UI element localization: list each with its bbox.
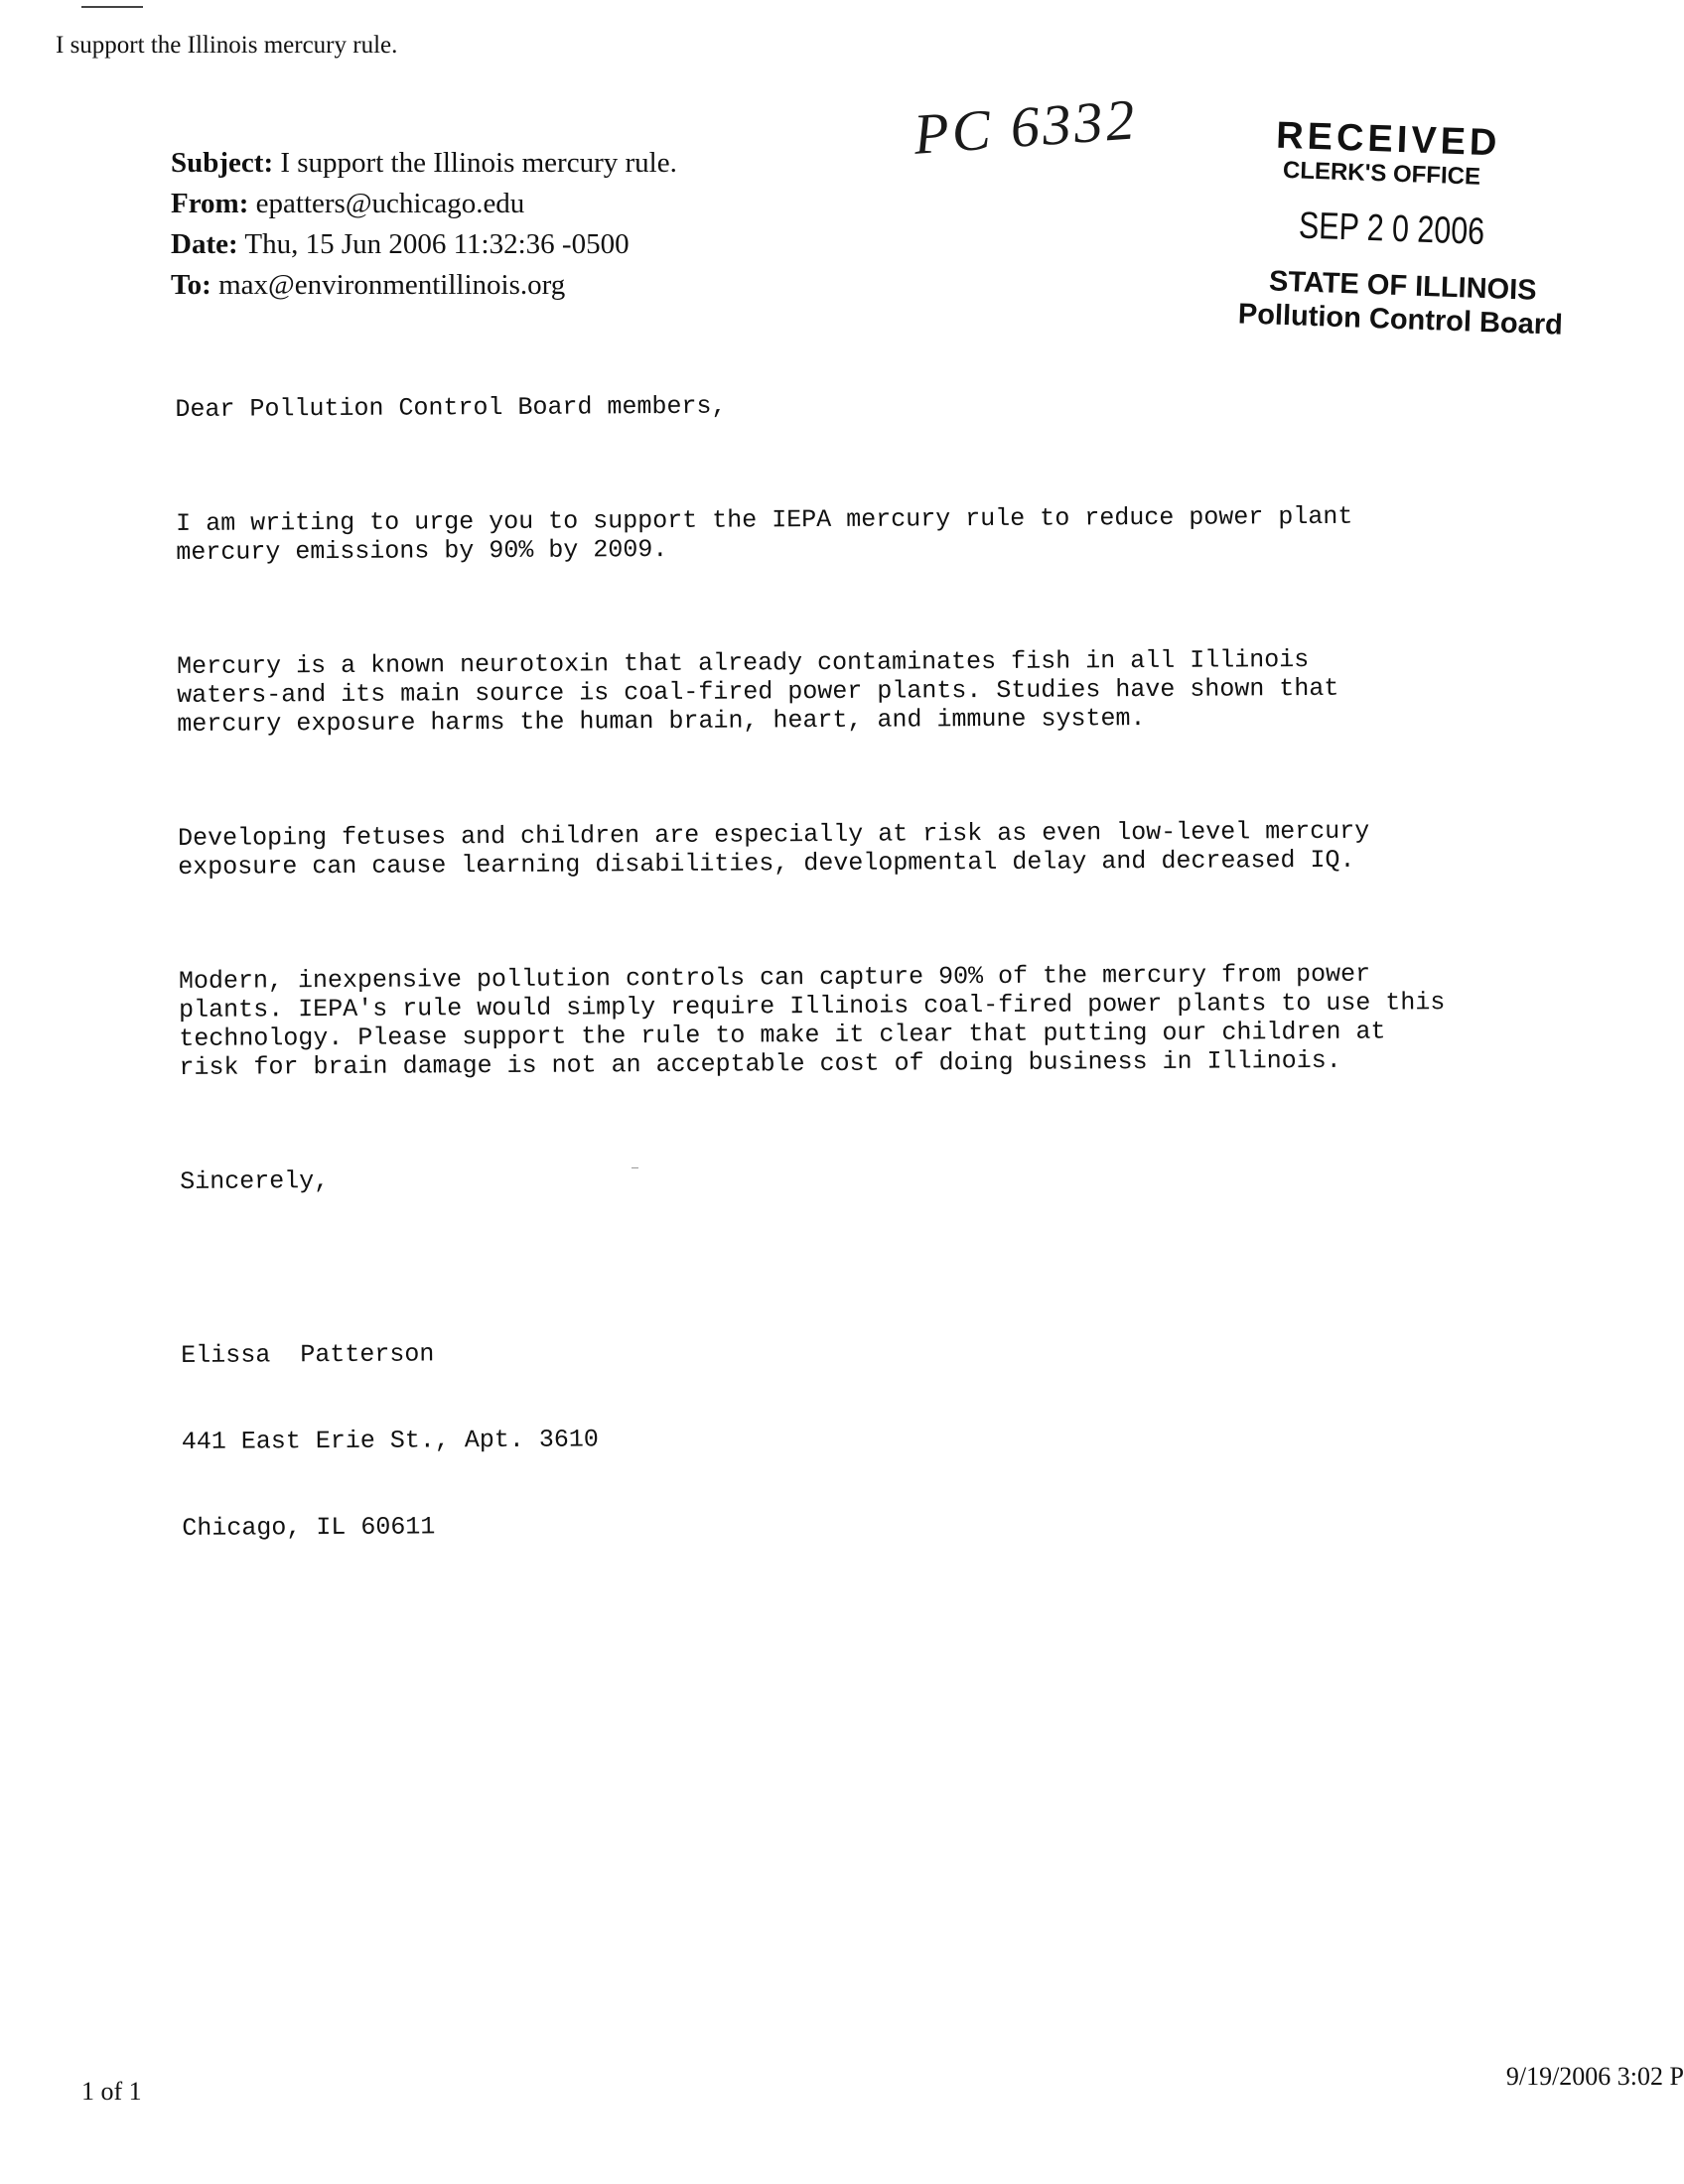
scan-speck	[632, 1167, 638, 1168]
to-row	[171, 265, 677, 306]
letter-paragraph-4: Modern, inexpensive pollution controls can capture 90% of the mercury from power plants. IEPA's rule would simply require Illinois coal-fired power plants to use this technology. Please support the rule to make it clear that putting our children at risk for brain damage is not an acceptable cost of doing business in Illinois.	[178, 959, 1446, 1082]
letter-closing: Sincerely,	[180, 1166, 330, 1196]
print-header-title: I support the Illinois mercury rule.	[56, 32, 398, 59]
letter-paragraph-3: Developing fetuses and children are especially at risk as even low-level mercury exposure can cause learning disabilities, developmental delay and decreased IQ.	[177, 816, 1370, 882]
to-label: To:	[171, 269, 211, 301]
date-value: Thu, 15 Jun 2006 11:32:36 -0500	[244, 228, 630, 260]
stamp-board: Pollution Control Board	[1237, 298, 1564, 341]
footer-print-timestamp: 9/19/2006 3:02 P	[1505, 2062, 1684, 2091]
stamp-clerks-office: CLERK'S OFFICE	[1282, 156, 1481, 191]
to-value: max@environmentillinois.org	[218, 269, 566, 301]
stamp-received: RECEIVED	[1275, 114, 1502, 165]
subject-label: Subject:	[171, 147, 274, 179]
handwritten-pc-number: PC 6332	[912, 86, 1140, 167]
stamp-state: STATE OF ILLINOIS	[1268, 265, 1538, 307]
footer-page-count: 1 of 1	[81, 2077, 142, 2106]
signature-address-line-2: Chicago, IL 60611	[182, 1512, 436, 1543]
subject-row	[171, 143, 677, 184]
from-value: epatters@uchicago.edu	[255, 188, 525, 219]
from-row	[171, 184, 677, 224]
date-row	[171, 224, 677, 265]
date-label: Date:	[171, 228, 238, 260]
letter-greeting: Dear Pollution Control Board members,	[175, 391, 727, 424]
letter-paragraph-2: Mercury is a known neurotoxin that already contaminates fish in all Illinois waters-and its main source is coal-fired power plants. Studies have shown that mercury exposure harms the human brain, heart, and immune system.	[176, 645, 1339, 739]
letter-body	[175, 329, 1593, 1571]
letter-paragraph-1: I am writing to urge you to support the IEPA mercury rule to reduce power plant mercury emissions by 90% by 2009.	[176, 501, 1353, 567]
scan-artifact-line	[81, 6, 143, 8]
email-headers	[171, 143, 677, 306]
from-label: From:	[171, 188, 249, 219]
signature-address-line-1: 441 East Erie St., Apt. 3610	[181, 1425, 599, 1456]
stamp-date: SEP 2 0 2006	[1298, 205, 1485, 253]
subject-value: I support the Illinois mercury rule.	[280, 147, 677, 179]
received-stamp	[1223, 113, 1569, 363]
signature-name: Elissa Patterson	[181, 1339, 435, 1370]
